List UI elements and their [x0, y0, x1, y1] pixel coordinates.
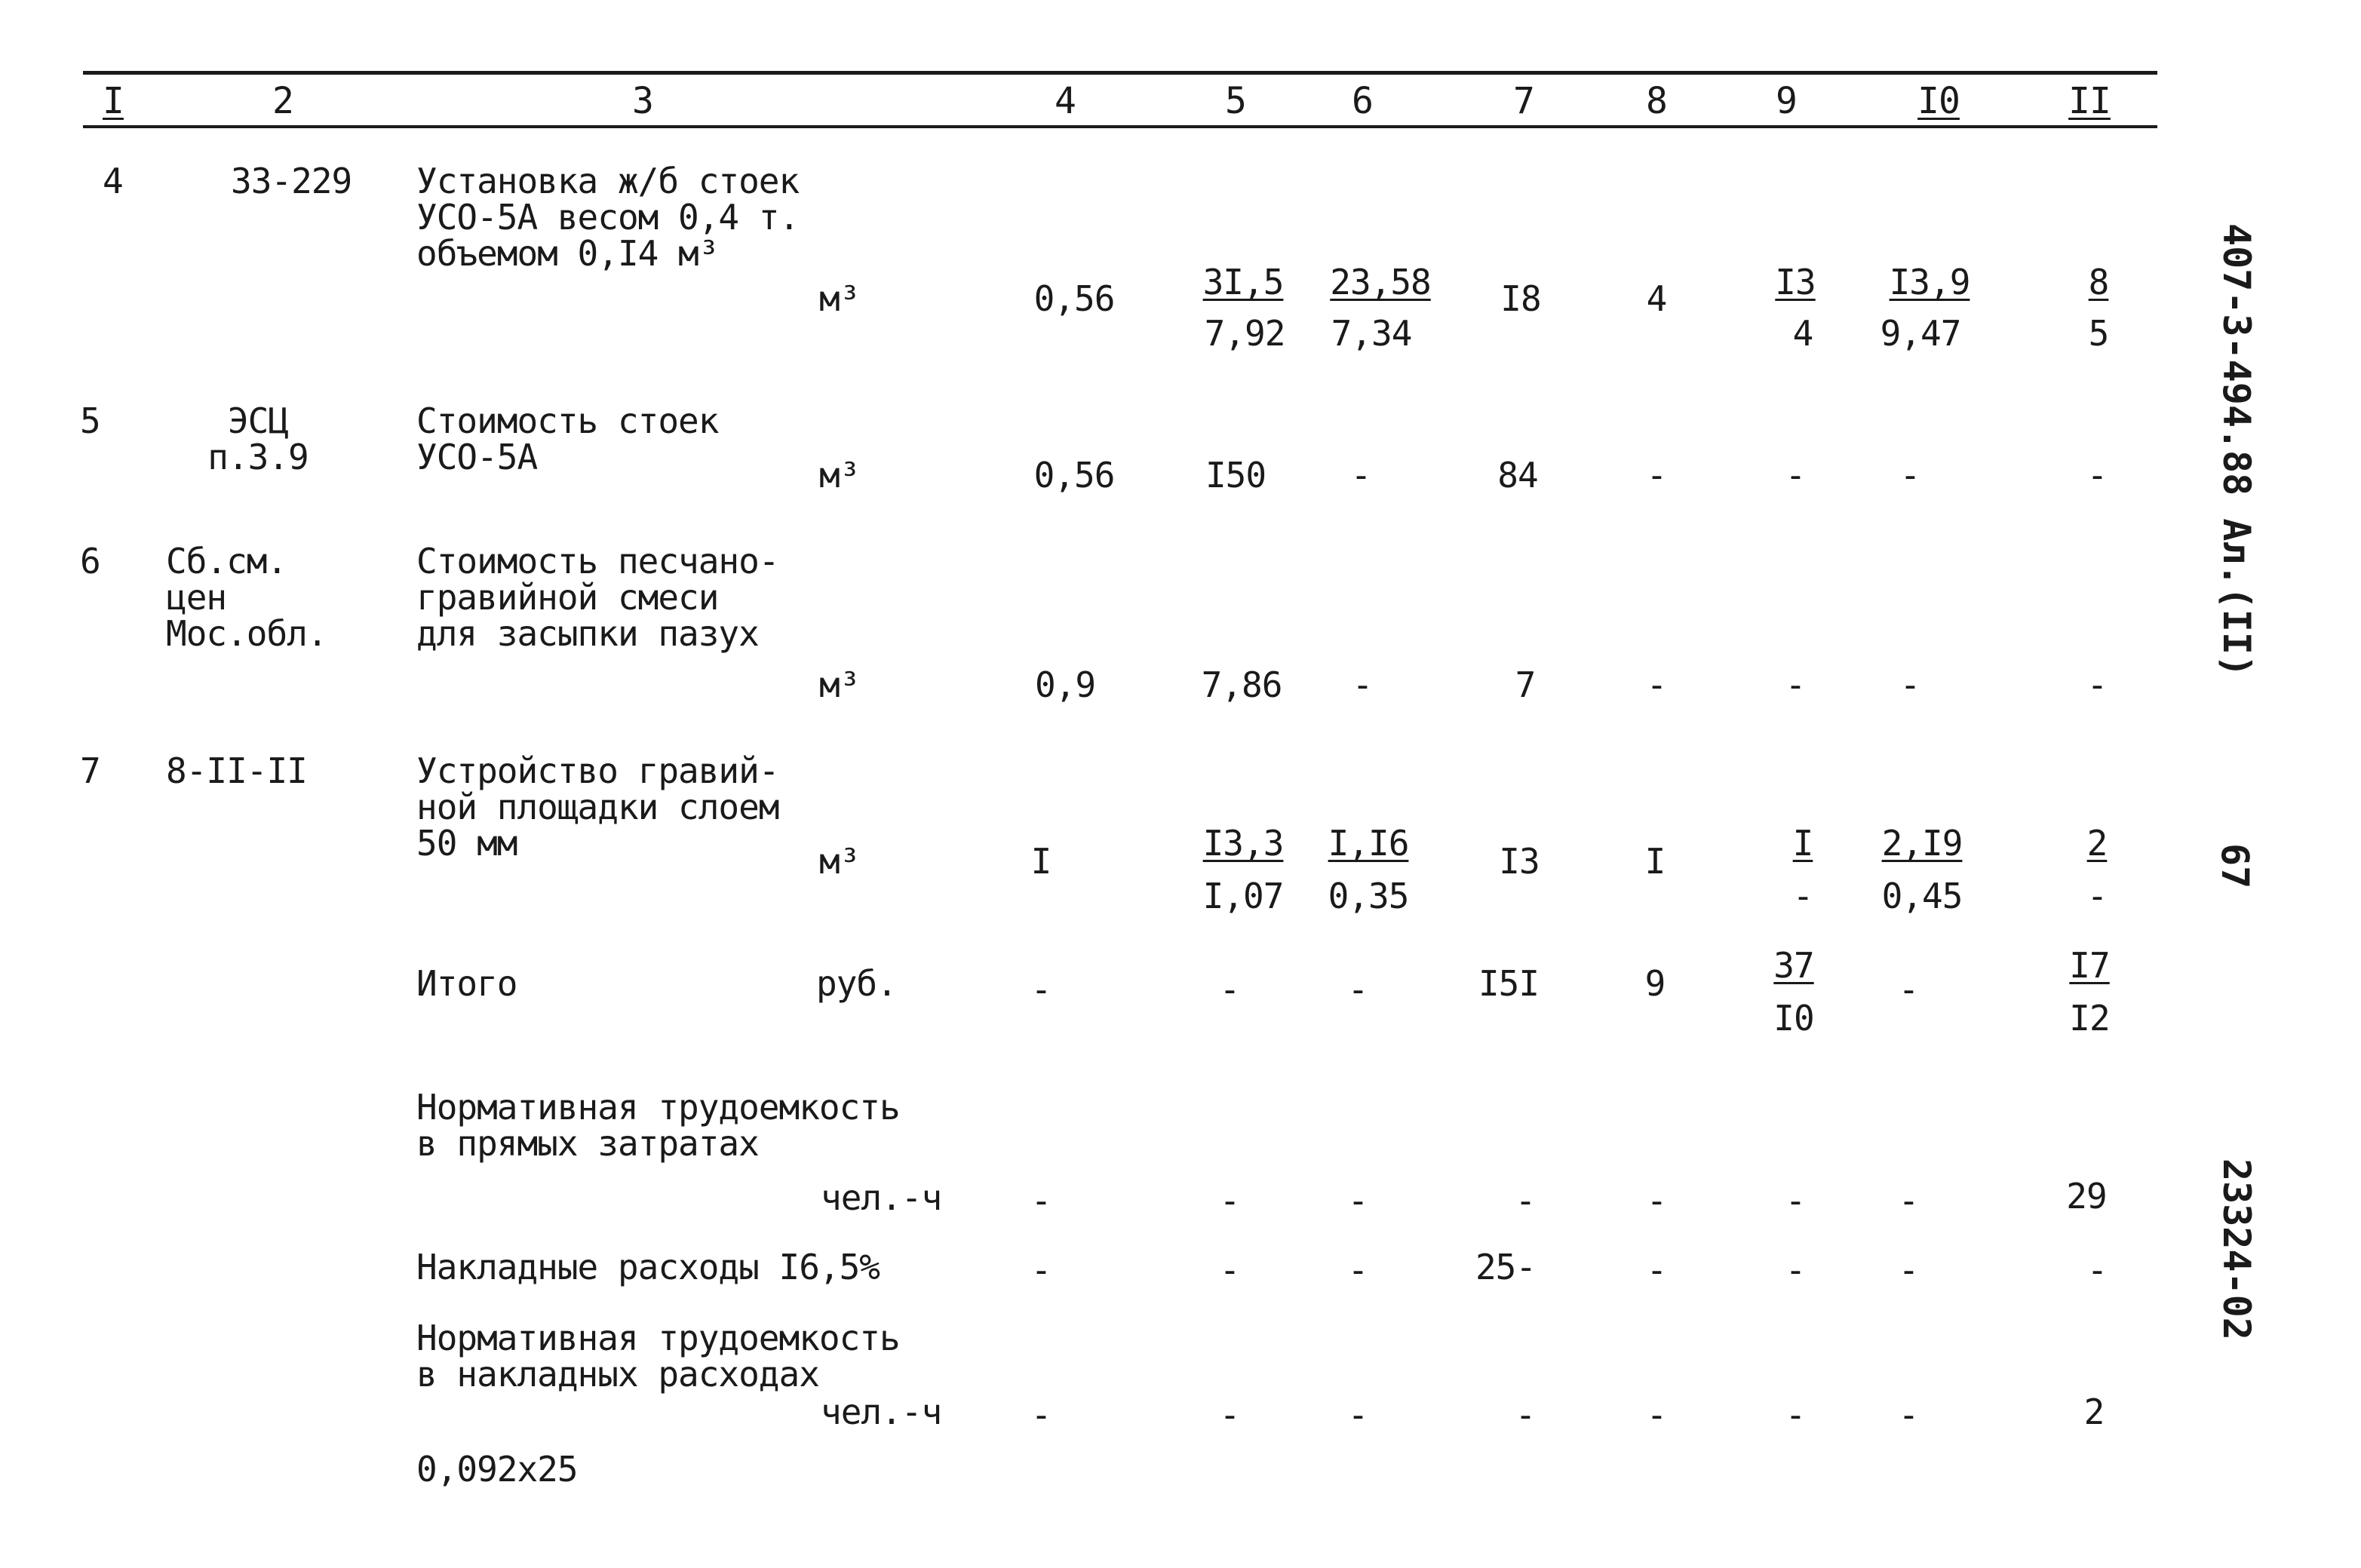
labor-direct-col8: - [1646, 1180, 1667, 1221]
quantity: 0,56 [1033, 278, 1115, 319]
norm-code: Сб.см. цен Мос.обл. [166, 541, 327, 654]
col5-top: 3I,5 [1202, 262, 1284, 302]
quantity: 0,9 [1034, 664, 1096, 705]
total-col10: - [1898, 969, 1919, 1010]
col9-top: I [1792, 823, 1813, 864]
work-description: Стоимость песчано- гравийной смеси для засыпки пазух [416, 541, 779, 654]
col5: 7,86 [1201, 664, 1282, 705]
col7: 84 [1497, 455, 1538, 496]
col-header-7: 7 [1513, 80, 1534, 122]
labor-overhead-col9: - [1785, 1395, 1806, 1435]
col6-bottom: 7,34 [1331, 313, 1412, 354]
total-col11-top: I7 [2069, 945, 2110, 986]
col-header-9: 9 [1776, 80, 1797, 122]
col10-top: 2,I9 [1881, 823, 1963, 864]
overhead-col8: - [1646, 1250, 1667, 1290]
col-header-3: 3 [632, 80, 653, 122]
total-unit: руб. [816, 963, 897, 1004]
col7: I3 [1499, 841, 1540, 882]
col5: I50 [1205, 455, 1266, 496]
col6-top: I,I6 [1328, 823, 1409, 864]
col10: - [1899, 455, 1920, 496]
total-col11-bottom: I2 [2069, 998, 2110, 1039]
col11-top: 8 [2088, 262, 2109, 302]
labor-direct-label: Нормативная трудоемкость в прямых затратах [416, 1087, 900, 1164]
col9-bottom: 4 [1792, 313, 1813, 354]
inventory-number: 23324-02 [2215, 1158, 2258, 1340]
col-header-4: 4 [1055, 80, 1076, 122]
labor-direct-col6: - [1347, 1180, 1368, 1221]
labor-overhead-formula: 0,092x25 [416, 1449, 578, 1490]
row-number: 4 [103, 161, 123, 201]
overhead-label: Накладные расходы I6,5% [416, 1247, 880, 1287]
labor-overhead-col6: - [1347, 1395, 1368, 1435]
total-col4: - [1030, 969, 1052, 1010]
total-col8: 9 [1644, 963, 1666, 1004]
labor-overhead-col4: - [1030, 1395, 1052, 1435]
labor-direct-col11: 29 [2066, 1176, 2107, 1217]
col10-bottom: 0,45 [1881, 876, 1963, 916]
labor-direct-col4: - [1030, 1180, 1052, 1221]
document-code: 407-3-494.88 Ал.(II) [2215, 223, 2258, 678]
col-header-10: I0 [1917, 80, 1960, 122]
total-col6: - [1347, 969, 1368, 1010]
norm-code: 33-229 [231, 161, 352, 201]
unit: м³ [819, 455, 860, 496]
total-col7: I5I [1478, 963, 1540, 1004]
labor-overhead-unit: чел.-ч [821, 1392, 942, 1432]
total-col9-bottom: I0 [1773, 998, 1814, 1039]
unit: м³ [819, 841, 860, 882]
col6-bottom: 0,35 [1328, 876, 1409, 916]
col6: - [1352, 664, 1373, 705]
table-header-rule [83, 125, 2157, 128]
col11: - [2086, 455, 2108, 496]
labor-direct-col7: - [1515, 1180, 1536, 1221]
total-col9-top: 37 [1773, 945, 1814, 986]
col9: - [1785, 455, 1806, 496]
labor-overhead-label: Нормативная трудоемкость в накладных расходах [416, 1318, 900, 1395]
total-col5: - [1219, 969, 1240, 1010]
col10-bottom: 9,47 [1880, 313, 1961, 354]
col-header-2: 2 [272, 80, 293, 122]
col7: 7 [1515, 664, 1536, 705]
col11-top: 2 [2086, 823, 2108, 864]
col5-bottom: 7,92 [1204, 313, 1285, 354]
norm-code: ЭСЦ п.3.9 [207, 400, 309, 477]
overhead-col6: - [1347, 1250, 1368, 1290]
table-top-rule [83, 71, 2157, 75]
col-header-8: 8 [1646, 80, 1667, 122]
col5-top: I3,3 [1202, 823, 1284, 864]
unit: м³ [819, 278, 860, 319]
col-header-5: 5 [1225, 80, 1246, 122]
work-description: Стоимость стоек УСО-5А [416, 400, 719, 477]
page-number: 67 [2213, 843, 2257, 889]
overhead-col10: - [1898, 1250, 1919, 1290]
col9-top: I3 [1775, 262, 1816, 302]
overhead-col9: - [1785, 1250, 1806, 1290]
col7: I8 [1500, 278, 1541, 319]
col8: 4 [1646, 278, 1667, 319]
overhead-col11: - [2086, 1250, 2108, 1290]
labor-direct-col10: - [1898, 1180, 1919, 1221]
labor-direct-col9: - [1785, 1180, 1806, 1221]
labor-direct-col5: - [1219, 1180, 1240, 1221]
col9: - [1785, 664, 1806, 705]
labor-overhead-col5: - [1219, 1395, 1240, 1435]
overhead-col5: - [1219, 1250, 1240, 1290]
col-header-1: I [103, 80, 124, 122]
work-description: Установка ж/б стоек УСО-5А весом 0,4 т. объемом 0,I4 м³ [416, 161, 800, 274]
quantity: 0,56 [1033, 455, 1115, 496]
labor-overhead-col11: 2 [2083, 1392, 2105, 1432]
col10-top: I3,9 [1889, 262, 1970, 302]
row-number: 5 [80, 400, 100, 441]
col8: I [1644, 841, 1666, 882]
labor-overhead-col10: - [1898, 1395, 1919, 1435]
col10: - [1899, 664, 1920, 705]
col6-top: 23,58 [1330, 262, 1431, 302]
work-description: Устройство гравий- ной площадки слоем 50 мм [416, 750, 779, 864]
col9-bottom: - [1792, 876, 1813, 916]
norm-code: 8-II-II [166, 750, 307, 791]
overhead-col7: 25- [1475, 1247, 1537, 1287]
col11-bottom: - [2086, 876, 2108, 916]
labor-direct-unit: чел.-ч [821, 1177, 942, 1218]
row-number: 7 [80, 750, 100, 791]
labor-overhead-col8: - [1646, 1395, 1667, 1435]
col6: - [1350, 455, 1371, 496]
col-header-11: II [2068, 80, 2111, 122]
overhead-col4: - [1030, 1250, 1052, 1290]
quantity: I [1030, 841, 1052, 882]
col11-bottom: 5 [2088, 313, 2109, 354]
row-number: 6 [80, 541, 100, 581]
col5-bottom: I,07 [1202, 876, 1284, 916]
col-header-6: 6 [1352, 80, 1373, 122]
labor-overhead-col7: - [1515, 1395, 1536, 1435]
col8: - [1646, 664, 1667, 705]
col11: - [2086, 664, 2108, 705]
total-label: Итого [416, 963, 517, 1004]
unit: м³ [819, 664, 860, 705]
col8: - [1646, 455, 1667, 496]
